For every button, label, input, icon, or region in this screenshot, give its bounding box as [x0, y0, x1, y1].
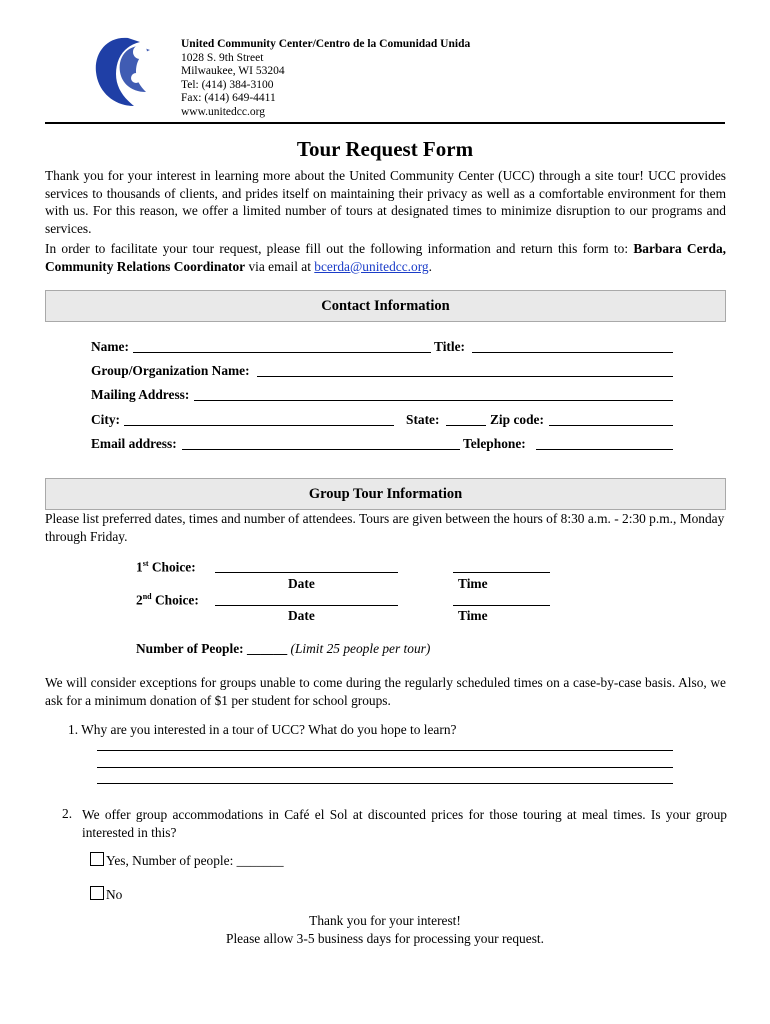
tour-section-heading: Group Tour Information: [45, 478, 726, 510]
period: .: [428, 258, 432, 274]
question-2: We offer group accommodations in Café el Sol at discounted prices for those touring at meal times. Is your group interested in this?: [82, 807, 727, 840]
number-of-people-label: Number of People:: [136, 641, 244, 656]
thank-you-line: Thank you for your interest!: [309, 913, 461, 928]
address-line-2: Milwaukee, WI 53204: [181, 65, 285, 78]
first-choice-label: [136, 559, 196, 575]
mailing-address-field[interactable]: [194, 400, 673, 401]
telephone-line: Tel: (414) 384-3100: [181, 78, 274, 91]
tour-instructions: Please list preferred dates, times and number of attendees. Tours are given between the hours of 8:30 a.m. - 2:30 p.m., Monday through Friday.: [45, 511, 725, 544]
first-choice-number: 1: [136, 559, 143, 575]
no-checkbox[interactable]: [90, 886, 104, 900]
address-line-1: 1028 S. 9th Street: [181, 51, 264, 64]
email-label: Email address:: [91, 436, 177, 451]
return-text: In order to facilitate your tour request, please fill out the following information and return this form to:: [45, 241, 634, 256]
contact-section-heading: Contact Information: [45, 290, 726, 322]
header-divider: [45, 122, 725, 124]
processing-note: Please allow 3-5 business days for processing your request.: [226, 931, 544, 946]
mailing-address-label: Mailing Address:: [91, 387, 190, 402]
group-name-field[interactable]: [257, 376, 673, 377]
second-choice-number: 2: [136, 592, 143, 608]
zip-label: Zip code:: [490, 412, 544, 427]
second-choice-label: [136, 592, 199, 608]
first-choice-date-field[interactable]: [215, 572, 398, 573]
first-time-caption: Time: [458, 576, 488, 591]
zip-field[interactable]: [549, 425, 673, 426]
exceptions-paragraph: We will consider exceptions for groups unable to come during the regularly scheduled times on a case-by-case basis. Also, we ask for a minimum donation of $1 per student for school groups.: [45, 675, 726, 708]
first-choice-time-field[interactable]: [453, 572, 550, 573]
yes-option[interactable]: [90, 852, 284, 869]
contact-person: Barbara Cerda, Community Relations Coordinator: [45, 241, 726, 274]
city-field[interactable]: [124, 425, 394, 426]
first-date-caption: Date: [288, 576, 315, 591]
first-choice-text: Choice:: [148, 559, 196, 575]
name-label: Name:: [91, 339, 129, 354]
group-name-label: Group/Organization Name:: [91, 363, 250, 378]
no-option-label: No: [106, 887, 123, 902]
second-choice-time-field[interactable]: [453, 605, 550, 606]
question-2-number: 2.: [62, 806, 73, 821]
fax-line: Fax: (414) 649-4411: [181, 92, 276, 105]
intro-paragraph: Thank you for your interest in learning more about the United Community Center (UCC) through a site tour! UCC provides services to thousands of clients, and prides itself on maintaining their privacy as well as a comfortable environment for them with us. For this reason, we offer a limited number of tours at designated times to minimize disruption to our programs and services.: [45, 168, 726, 236]
yes-checkbox[interactable]: [90, 852, 104, 866]
via-text: via email at: [245, 258, 315, 274]
title-field[interactable]: [472, 352, 673, 353]
people-limit-note: (Limit 25 people per tour): [290, 641, 431, 656]
second-choice-suffix: nd: [142, 592, 152, 601]
yes-option-label: Yes, Number of people: _______: [106, 853, 284, 868]
telephone-field[interactable]: [536, 449, 673, 450]
city-label: City:: [91, 412, 121, 427]
answer-1-line-1[interactable]: [97, 750, 673, 751]
first-choice-suffix: st: [142, 559, 149, 568]
no-option[interactable]: [90, 886, 122, 903]
answer-1-line-2[interactable]: [97, 767, 673, 768]
org-name: United Community Center/Centro de la Comunidad Unida: [181, 38, 471, 50]
return-instructions: [45, 240, 726, 275]
email-link[interactable]: bcerda@unitedcc.org: [314, 258, 429, 274]
answer-1-line-3[interactable]: [97, 783, 673, 784]
state-field[interactable]: [446, 425, 486, 426]
page-title: Tour Request Form: [296, 137, 474, 161]
ucc-logo: [88, 32, 156, 112]
email-field[interactable]: [182, 449, 460, 450]
second-date-caption: Date: [288, 608, 315, 623]
header-block: [181, 38, 470, 120]
second-time-caption: Time: [458, 608, 488, 623]
second-choice-text: Choice:: [151, 592, 199, 608]
website-line: www.unitedcc.org: [181, 105, 265, 118]
title-label: Title:: [434, 339, 465, 354]
state-label: State:: [406, 412, 440, 427]
question-1: 1. Why are you interested in a tour of UCC? What do you hope to learn?: [68, 722, 457, 737]
name-field[interactable]: [133, 352, 431, 353]
number-of-people-row: [136, 641, 430, 657]
telephone-label: Telephone:: [463, 436, 526, 451]
number-of-people-field[interactable]: ______: [246, 641, 288, 656]
second-choice-date-field[interactable]: [215, 605, 398, 606]
